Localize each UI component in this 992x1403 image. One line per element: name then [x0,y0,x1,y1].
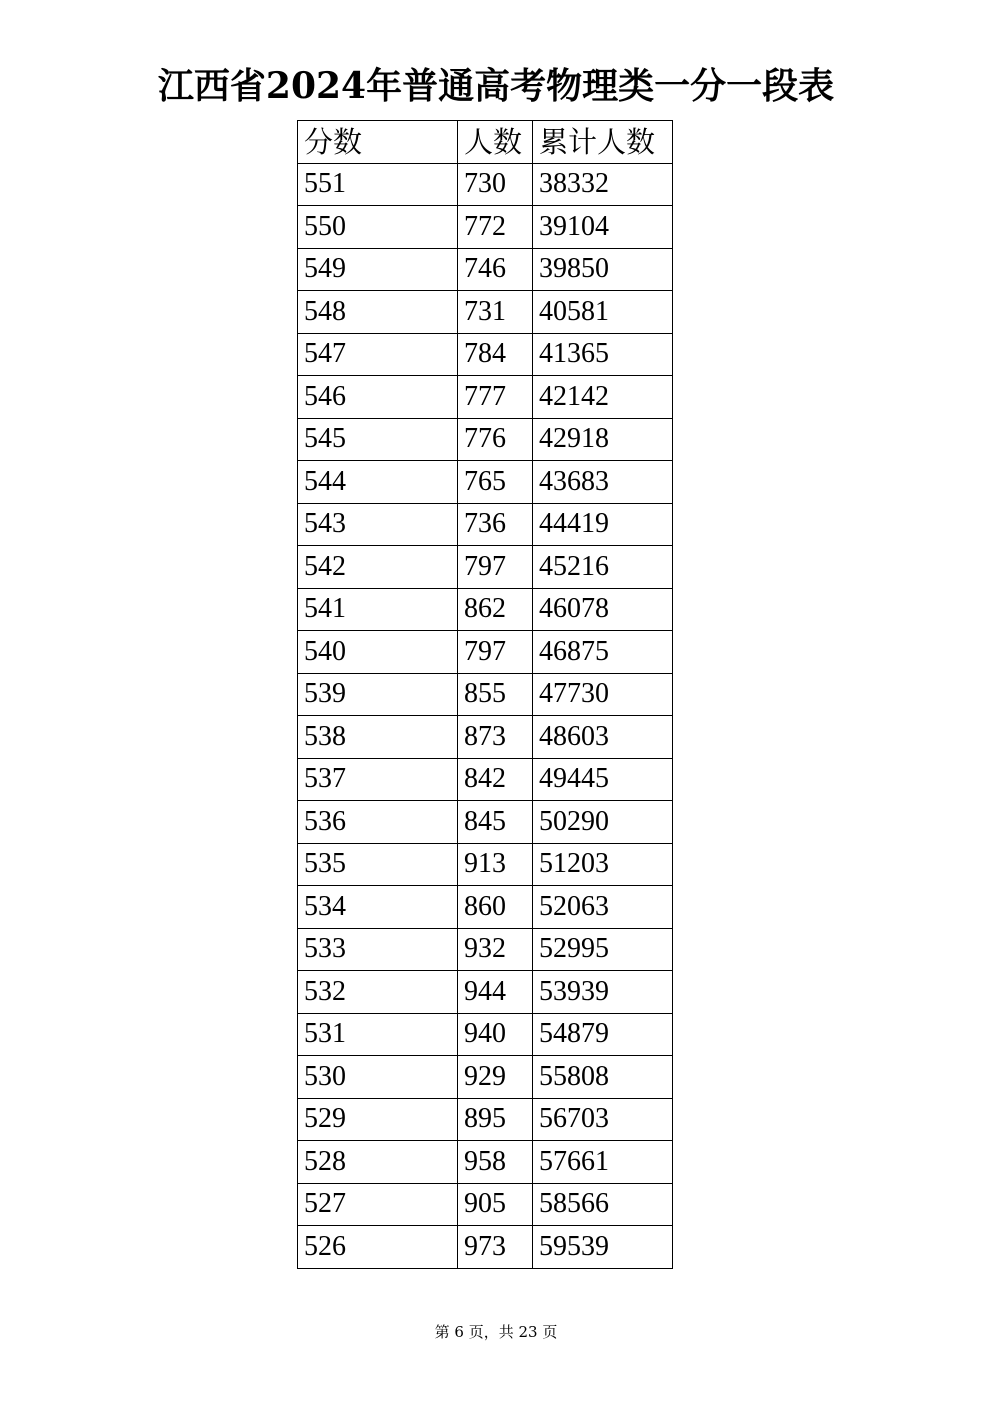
score-cell: 533 [298,928,458,971]
count-cell: 765 [458,461,533,504]
table-row [298,716,673,759]
count-cell: 862 [458,588,533,631]
count-cell: 772 [458,206,533,249]
table-row [298,503,673,546]
table-row [298,461,673,504]
score-cell: 543 [298,503,458,546]
score-distribution-table [297,120,673,1269]
cumulative-cell: 51203 [533,843,673,886]
count-cell: 973 [458,1226,533,1269]
cumulative-cell: 52995 [533,928,673,971]
count-cell: 905 [458,1183,533,1226]
table-row [298,631,673,674]
cumulative-cell: 44419 [533,503,673,546]
score-cell: 548 [298,291,458,334]
count-cell: 777 [458,376,533,419]
score-cell: 530 [298,1056,458,1099]
count-cell: 845 [458,801,533,844]
table-row [298,1098,673,1141]
score-cell: 532 [298,971,458,1014]
count-cell: 784 [458,333,533,376]
table-header-row [298,121,673,164]
score-cell: 546 [298,376,458,419]
score-cell: 536 [298,801,458,844]
count-cell: 958 [458,1141,533,1184]
table-row [298,333,673,376]
table-row [298,206,673,249]
score-cell: 535 [298,843,458,886]
score-cell: 550 [298,206,458,249]
cumulative-cell: 49445 [533,758,673,801]
cumulative-cell: 56703 [533,1098,673,1141]
score-cell: 529 [298,1098,458,1141]
score-cell: 551 [298,163,458,206]
table-row [298,843,673,886]
cumulative-cell: 43683 [533,461,673,504]
page-footer: 第 6 页，共 23 页 [434,1323,558,1341]
header-cumulative: 累计人数 [533,121,673,164]
count-cell: 932 [458,928,533,971]
score-cell: 549 [298,248,458,291]
cumulative-cell: 59539 [533,1226,673,1269]
table-row [298,1183,673,1226]
cumulative-cell: 53939 [533,971,673,1014]
cumulative-cell: 54879 [533,1013,673,1056]
count-cell: 855 [458,673,533,716]
count-cell: 746 [458,248,533,291]
score-cell: 538 [298,716,458,759]
table-row [298,758,673,801]
score-cell: 545 [298,418,458,461]
cumulative-cell: 41365 [533,333,673,376]
cumulative-cell: 38332 [533,163,673,206]
cumulative-cell: 52063 [533,886,673,929]
table-row [298,1226,673,1269]
cumulative-cell: 58566 [533,1183,673,1226]
cumulative-cell: 42142 [533,376,673,419]
count-cell: 860 [458,886,533,929]
table-row [298,673,673,716]
score-cell: 540 [298,631,458,674]
score-cell: 539 [298,673,458,716]
cumulative-cell: 46875 [533,631,673,674]
count-cell: 913 [458,843,533,886]
cumulative-cell: 40581 [533,291,673,334]
score-cell: 544 [298,461,458,504]
table-row [298,163,673,206]
cumulative-cell: 39104 [533,206,673,249]
cumulative-cell: 46078 [533,588,673,631]
table-row [298,418,673,461]
table-row [298,1056,673,1099]
table-row [298,801,673,844]
score-cell: 531 [298,1013,458,1056]
table-row [298,546,673,589]
cumulative-cell: 55808 [533,1056,673,1099]
count-cell: 797 [458,546,533,589]
cumulative-cell: 50290 [533,801,673,844]
table-row [298,1141,673,1184]
score-cell: 526 [298,1226,458,1269]
table-row [298,588,673,631]
header-count: 人数 [458,121,533,164]
cumulative-cell: 42918 [533,418,673,461]
cumulative-cell: 48603 [533,716,673,759]
score-cell: 528 [298,1141,458,1184]
count-cell: 895 [458,1098,533,1141]
count-cell: 873 [458,716,533,759]
count-cell: 731 [458,291,533,334]
table-row [298,886,673,929]
table-row [298,928,673,971]
table-body [298,163,673,1268]
count-cell: 940 [458,1013,533,1056]
count-cell: 929 [458,1056,533,1099]
cumulative-cell: 39850 [533,248,673,291]
table-row [298,291,673,334]
score-cell: 527 [298,1183,458,1226]
cumulative-cell: 57661 [533,1141,673,1184]
header-score: 分数 [298,121,458,164]
score-cell: 547 [298,333,458,376]
count-cell: 776 [458,418,533,461]
score-cell: 542 [298,546,458,589]
page-title: 江西省2024年普通高考物理类一分一段表 [157,65,835,107]
score-cell: 534 [298,886,458,929]
table-row [298,376,673,419]
table-row [298,1013,673,1056]
score-cell: 537 [298,758,458,801]
table-row [298,248,673,291]
count-cell: 736 [458,503,533,546]
score-cell: 541 [298,588,458,631]
count-cell: 797 [458,631,533,674]
cumulative-cell: 47730 [533,673,673,716]
cumulative-cell: 45216 [533,546,673,589]
count-cell: 842 [458,758,533,801]
count-cell: 730 [458,163,533,206]
count-cell: 944 [458,971,533,1014]
table-row [298,971,673,1014]
